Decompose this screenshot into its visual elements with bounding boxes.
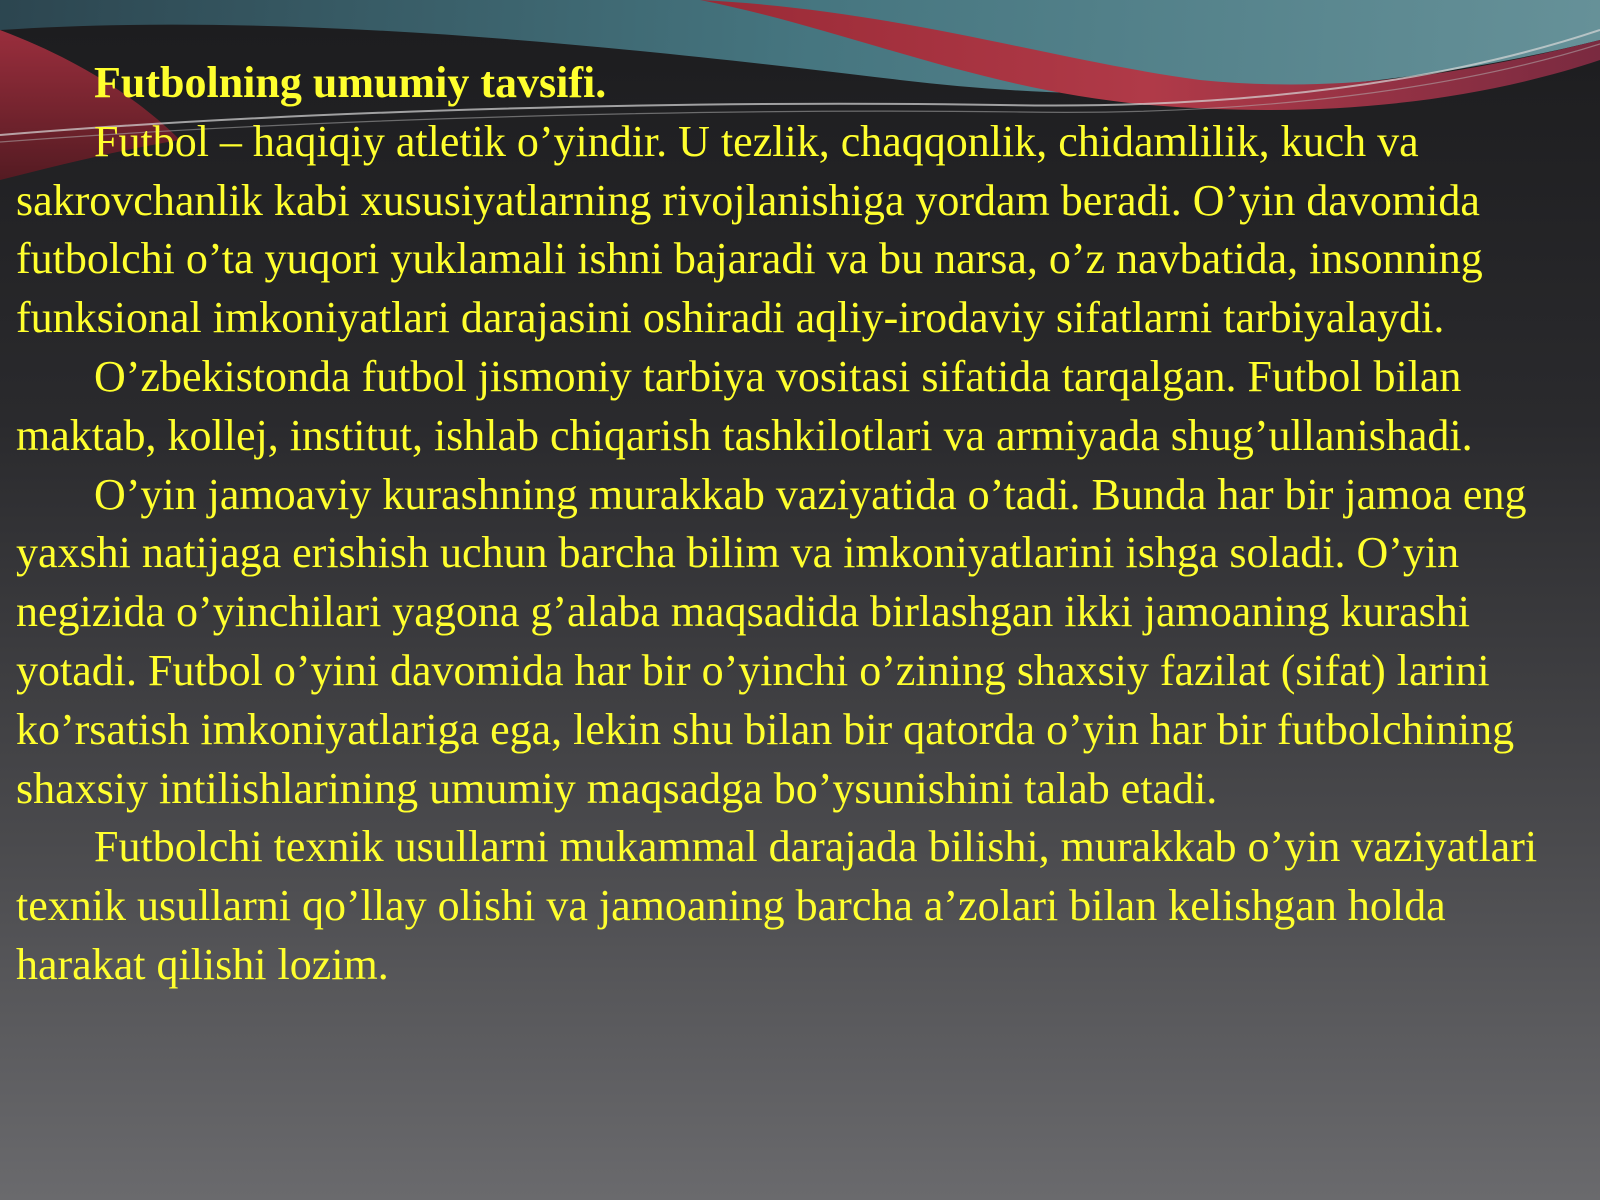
- slide-body: [16, 54, 1584, 995]
- slide-title: Futbolning umumiy tavsifi.: [94, 58, 607, 107]
- paragraph-2: O’zbekistonda futbol jismoniy tarbiya vositasi sifatida tarqalgan. Futbol bilan maktab, kollej, institut, ishlab chiqarish tashkilotlari va armiyada shug’ullanishadi.: [16, 351, 1473, 460]
- paragraph-1: Futbol – haqiqiy atletik o’yindir. U tezlik, chaqqonlik, chidamlilik, kuch va sakrovchanlik kabi xususiyatlarning rivojlanishiga yordam beradi. O’yin davomida futbolchi o’ta yuqori yuklamali ishni bajaradi va bu narsa, o’z navbatida, insonning funksional imkoniyatlari darajasini oshiradi aqliy-irodaviy sifatlarni tarbiyalaydi.: [16, 116, 1483, 343]
- paragraph-4: Futbolchi texnik usullarni mukammal darajada bilishi, murakkab o’yin vaziyatlari texnik usullarni qo’llay olishi va jamoaning barcha a’zolari bilan kelishgan holda harakat qilishi lozim.: [16, 822, 1538, 989]
- paragraph-3: O’yin jamoaviy kurashning murakkab vaziyatida o’tadi. Bunda har bir jamoa eng yaxshi natijaga erishish uchun barcha bilim va imkoniyatlarini ishga soladi. O’yin negizida o’yinchilari yagona g’alaba maqsadida birlashgan ikki jamoaning kurashi yotadi. Futbol o’yini davomida har bir o’yinchi o’zining shaxsiy fazilat (sifat) larini ko’rsatish imkoniyatlariga ega, lekin shu bilan bir qatorda o’yin har bir futbolchining shaxsiy intilishlarining umumiy maqsadga bo’ysunishini talab etadi.: [16, 469, 1527, 813]
